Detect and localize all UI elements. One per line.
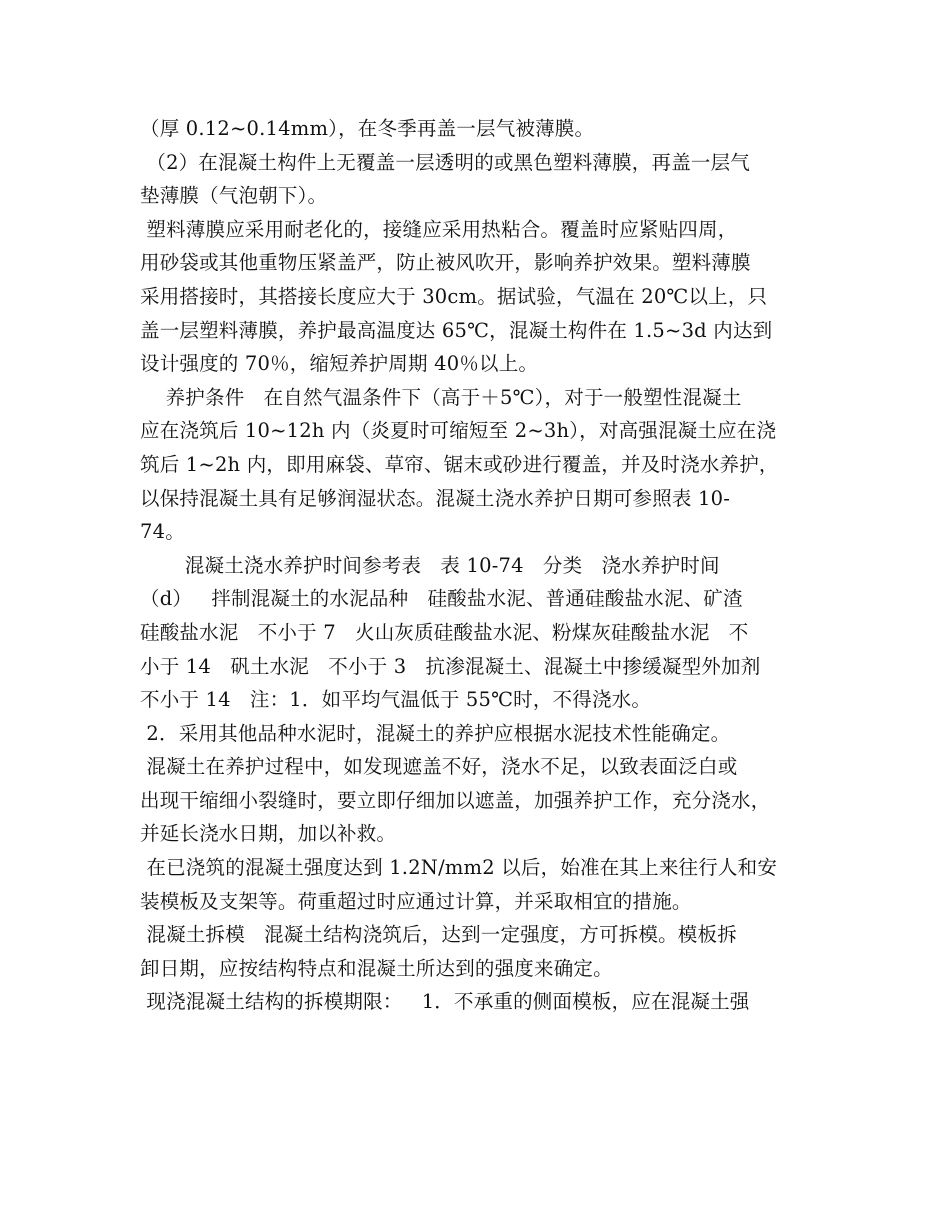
text-line: 盖一层塑料薄膜，养护最高温度达 65℃，混凝土构件在 1.5~3d 内达到 — [140, 318, 773, 342]
document-page — [140, 112, 820, 1019]
text-line: （厚 0.12~0.14mm），在冬季再盖一层气被薄膜。 — [140, 117, 595, 140]
text-line: 采用搭接时，其搭接长度应大于 30cm。据试验，气温在 20℃以上，只 — [140, 284, 768, 308]
text-line: 混凝土拆模 混凝土结构浇筑后，达到一定强度，方可拆模。模板拆 — [140, 923, 737, 947]
text-line: 卸日期，应按结构特点和混凝土所达到的强度来确定。 — [140, 956, 613, 980]
text-line: 并延长浇水日期，加以补救。 — [140, 822, 397, 846]
text-line: 用砂袋或其他重物压紧盖严，防止被风吹开，影响养护效果。塑料薄膜 — [140, 251, 751, 275]
text-line: 不小于 14 注：1．如平均气温低于 55℃时，不得浇水。 — [140, 688, 652, 712]
text-line: 混凝土浇水养护时间参考表 表 10-74 分类 浇水养护时间 — [140, 553, 720, 577]
text-line: 塑料薄膜应采用耐老化的，接缝应采用热粘合。覆盖时应紧贴四周， — [140, 217, 738, 241]
text-line: 混凝土在养护过程中，如发现遮盖不好，浇水不足，以致表面泛白或 — [140, 755, 738, 779]
text-line: 以保持混凝土具有足够润湿状态。混凝土浇水养护日期可参照表 10- — [140, 486, 731, 510]
text-line: 74。 — [140, 520, 185, 544]
text-line: 现浇混凝土结构的拆模期限： 1．不承重的侧面模板，应在混凝土强 — [140, 990, 750, 1014]
text-line: 筑后 1~2h 内，即用麻袋、草帘、锯末或砂进行覆盖，并及时浇水养护， — [140, 452, 779, 476]
text-line: 小于 14 矾土水泥 不小于 3 抗渗混凝土、混凝土中掺缓凝型外加剂 — [140, 654, 761, 678]
text-line: 2．采用其他品种水泥时，混凝土的养护应根据水泥技术性能确定。 — [140, 721, 731, 745]
text-line: （d） 拌制混凝土的水泥品种 硅酸盐水泥、普通硅酸盐水泥、矿渣 — [140, 587, 743, 611]
text-line: 设计强度的 70％，缩短养护周期 40％以上。 — [140, 352, 539, 376]
text-line: 应在浇筑后 10~12h 内（炎夏时可缩短至 2~3h），对高强混凝土应在浇 — [140, 419, 777, 443]
text-line: 硅酸盐水泥 不小于 7 火山灰质硅酸盐水泥、粉煤灰硅酸盐水泥 不 — [140, 620, 749, 644]
text-line: （2）在混凝土构件上无覆盖一层透明的或黑色塑料薄膜，再盖一层气 — [140, 150, 751, 174]
text-line: 装模板及支架等。荷重超过时应通过计算，并采取相宜的措施。 — [140, 889, 692, 913]
text-line: 养护条件 在自然气温条件下（高于＋5℃），对于一般塑性混凝土 — [140, 385, 742, 409]
text-line: 垫薄膜（气泡朝下）。 — [140, 184, 328, 208]
text-line: 出现干缩细小裂缝时，要立即仔细加以遮盖，加强养护工作，充分浇水， — [140, 788, 771, 812]
text-line: 在已浇筑的混凝土强度达到 1.2N/mm2 以后，始准在其上来往行人和安 — [140, 856, 778, 880]
